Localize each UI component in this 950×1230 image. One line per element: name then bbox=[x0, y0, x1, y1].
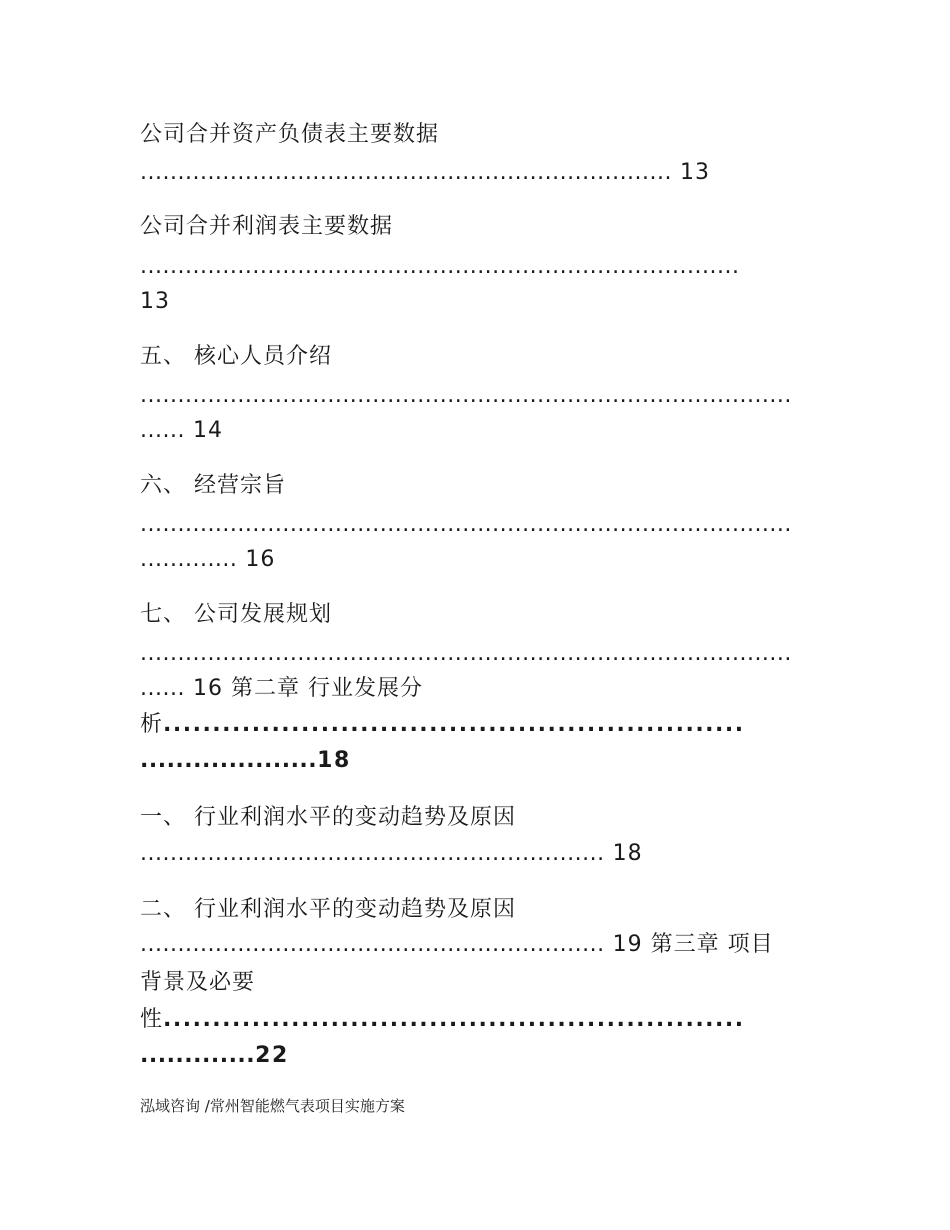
dot-leader: ........................................................... bbox=[163, 712, 745, 737]
dot-leader: ................................................................................ bbox=[140, 254, 740, 279]
chapter-title: 第三章 项目 bbox=[650, 932, 774, 957]
page-number: 18 bbox=[612, 841, 643, 866]
chapter-title-end: 析 bbox=[140, 712, 164, 737]
dot-leader: ........................................................... bbox=[163, 1007, 745, 1032]
toc-entry-leader-end bbox=[140, 676, 423, 702]
toc-entry-title: 二、 行业利润水平的变动趋势及原因 bbox=[140, 897, 516, 922]
chapter-title-cont: 背景及必要 bbox=[140, 970, 256, 995]
chapter-leader-end bbox=[140, 1043, 289, 1069]
dot-leader: ....................................................................................... bbox=[140, 641, 792, 666]
toc-entry-leader bbox=[140, 641, 792, 667]
dot-leader: ....................................................................................... bbox=[140, 512, 792, 537]
toc-entry-title: 一、 行业利润水平的变动趋势及原因 bbox=[140, 805, 516, 830]
toc-entry-title: 公司合并利润表主要数据 bbox=[140, 214, 394, 239]
page-number: 22 bbox=[255, 1043, 289, 1068]
dot-leader: .............................................................. bbox=[140, 932, 605, 957]
dot-leader: ....................................................................... bbox=[140, 160, 673, 185]
toc-entry-leader bbox=[140, 160, 710, 186]
toc-entry-leader bbox=[140, 383, 792, 409]
dot-leader: ...... bbox=[140, 418, 185, 443]
toc-entry-title: 五、 核心人员介绍 bbox=[140, 344, 332, 369]
toc-entry-leader bbox=[140, 841, 643, 867]
toc-entry-title: 七、 公司发展规划 bbox=[140, 602, 332, 627]
dot-leader: ............. bbox=[140, 1043, 256, 1068]
dot-leader: ............. bbox=[140, 547, 238, 572]
toc-entry-leader-end bbox=[140, 547, 275, 573]
chapter-leader bbox=[140, 1007, 745, 1033]
page-number: 16 bbox=[192, 676, 223, 701]
page-number: 19 bbox=[612, 932, 643, 957]
dot-leader: ...... bbox=[140, 676, 185, 701]
toc-entry-leader bbox=[140, 512, 792, 538]
toc-entry-leader bbox=[140, 254, 739, 280]
page-footer: 泓域咨询 /常州智能燃气表项目实施方案 bbox=[140, 1097, 405, 1115]
chapter-leader bbox=[140, 712, 745, 738]
chapter-title: 第二章 行业发展分 bbox=[230, 676, 423, 701]
page-number: 16 bbox=[245, 547, 276, 572]
chapter-title-end: 性 bbox=[140, 1007, 164, 1032]
page-number: 18 bbox=[317, 748, 351, 773]
page-number: 14 bbox=[192, 418, 223, 443]
toc-entry-title: 六、 经营宗旨 bbox=[140, 473, 286, 498]
toc-entry-leader bbox=[140, 932, 774, 958]
page-number: 13 bbox=[680, 160, 711, 185]
dot-leader: .................... bbox=[140, 748, 318, 773]
dot-leader: ....................................................................................... bbox=[140, 383, 792, 408]
dot-leader: .............................................................. bbox=[140, 841, 605, 866]
toc-entry-leader-end bbox=[140, 418, 223, 444]
toc-entry-title: 公司合并资产负债表主要数据 bbox=[140, 122, 440, 147]
chapter-leader-end bbox=[140, 748, 351, 774]
page-number: 13 bbox=[140, 289, 170, 314]
